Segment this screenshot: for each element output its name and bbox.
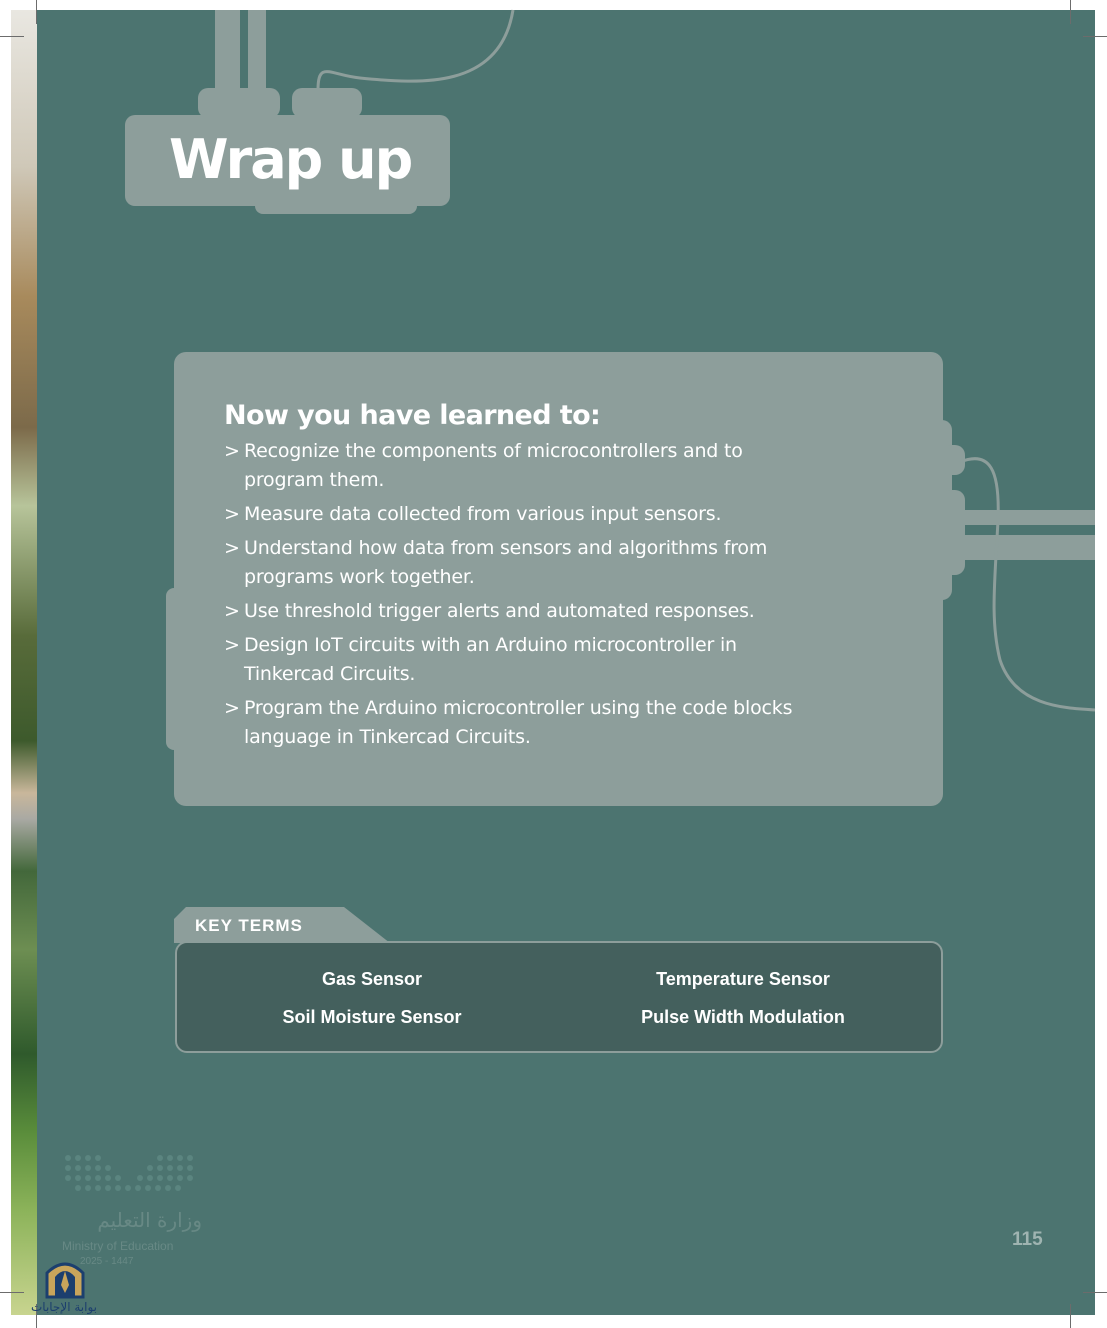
bullet-marker: > (224, 600, 240, 622)
list-item-text: Measure data collected from various input sensors. (244, 503, 722, 525)
list-item-text: Understand how data from sensors and algorithms from programs work together. (244, 537, 768, 588)
title-plate-foot (255, 190, 417, 214)
list-item-text: Recognize the components of microcontrollers and to program them. (244, 440, 743, 491)
page-number: 115 (1012, 1229, 1043, 1250)
key-terms-box (175, 941, 943, 1053)
bullet-marker: > (224, 440, 240, 462)
list-item (224, 534, 804, 592)
learning-heading: Now you have learned to: (224, 400, 601, 431)
bullet-marker: > (224, 537, 240, 559)
list-item-text: Program the Arduino microcontroller using the code blocks language in Tinkercad Circuits. (244, 697, 793, 748)
list-item-text: Use threshold trigger alerts and automated responses. (244, 600, 755, 622)
bullet-marker: > (224, 697, 240, 719)
watermark-emblem-icon (43, 1255, 87, 1299)
bullet-marker: > (224, 503, 240, 525)
list-item (224, 597, 804, 626)
list-item (224, 631, 804, 689)
ministry-name-arabic: وزارة التعليم (97, 1208, 202, 1232)
key-term: Temperature Sensor (656, 969, 830, 989)
list-item (224, 500, 804, 529)
watermark-text: بوابة الإجابات (30, 1300, 97, 1314)
list-item (224, 694, 804, 752)
ministry-name-english: Ministry of Education (62, 1239, 174, 1253)
key-term: Gas Sensor (321, 969, 423, 989)
learning-card-side-tab (166, 588, 180, 750)
key-term: Soil Moisture Sensor (282, 1007, 462, 1027)
learning-list (224, 437, 804, 757)
key-terms-label: KEY TERMS (195, 916, 303, 935)
page-title: Wrap up (169, 128, 412, 191)
bullet-marker: > (224, 634, 240, 656)
ministry-year: 2025 - 1447 (80, 1256, 134, 1267)
list-item (224, 437, 804, 495)
list-item-text: Design IoT circuits with an Arduino microcontroller in Tinkercad Circuits. (244, 634, 737, 685)
key-term: Pulse Width Modulation (641, 1007, 845, 1027)
